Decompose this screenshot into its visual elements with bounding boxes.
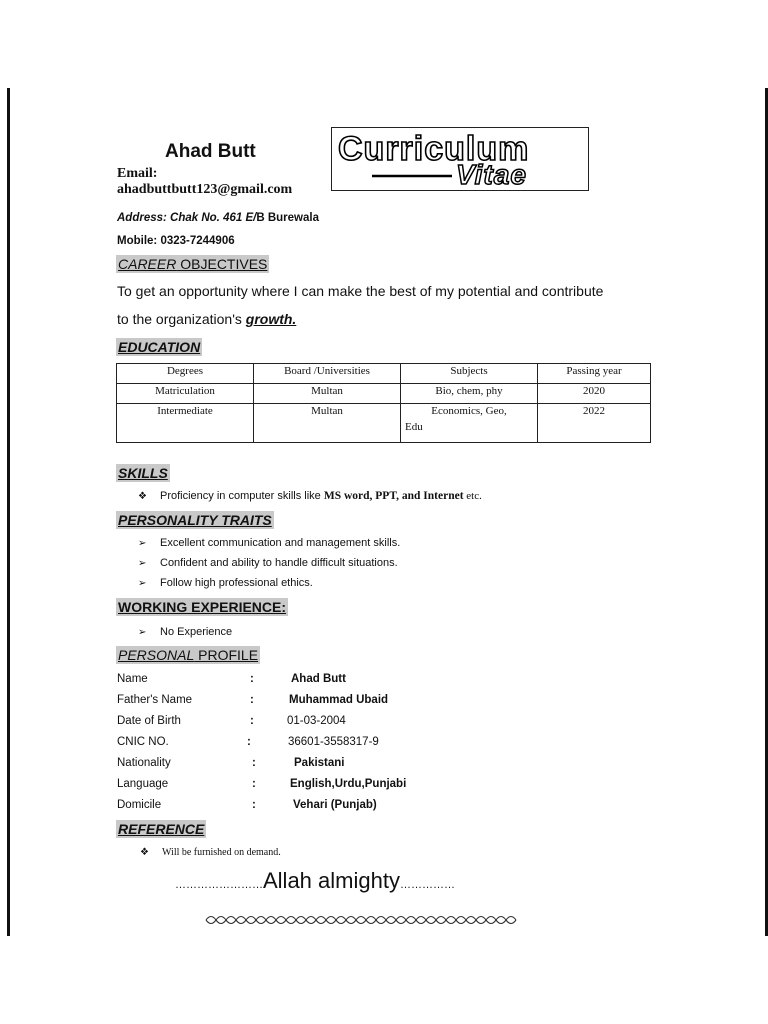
list-item [138, 557, 398, 569]
heading-part-personal: PERSONAL [118, 647, 195, 663]
table-header-row [117, 364, 651, 384]
list-item [138, 537, 400, 549]
column-header: Degrees [117, 364, 254, 384]
logo-word-curriculum: Curriculum [338, 130, 530, 168]
mobile-line: Mobile: 0323-7244906 [117, 235, 235, 247]
column-header: Subjects [401, 364, 538, 384]
profile-label-cnic: CNIC NO. [117, 736, 169, 748]
skills-heading: SKILLS [118, 465, 168, 481]
closing-line [175, 868, 455, 894]
closing-dots-left: …………………… [175, 879, 263, 891]
diamond-bullet-icon: ❖ [138, 491, 147, 502]
trait-text: Confident and ability to handle difficult situations. [160, 557, 398, 569]
decorative-ornament-border [204, 911, 518, 929]
skill-item [138, 490, 482, 502]
education-heading: EDUCATION [118, 339, 201, 355]
arrow-bullet-icon: ➢ [138, 627, 147, 638]
profile-colon: : [252, 799, 256, 811]
email-label: Email: [117, 166, 158, 181]
profile-colon: : [250, 694, 254, 706]
profile-colon: : [250, 673, 254, 685]
profile-value-language: English,Urdu,Punjabi [290, 778, 407, 790]
profile-value-cnic: 36601-3558317-9 [288, 736, 379, 748]
degree-cell: Matriculation [117, 384, 254, 404]
working-experience-heading: WORKING EXPERIENCE: [118, 599, 287, 615]
profile-label-name: Name [117, 673, 148, 685]
table-row [117, 404, 651, 443]
heading-part-objectives: OBJECTIVES [176, 256, 268, 272]
career-objectives-heading [116, 255, 269, 273]
arrow-bullet-icon: ➢ [138, 558, 147, 569]
personal-profile-heading [116, 646, 260, 664]
candidate-name: Ahad Butt [165, 141, 256, 162]
list-item [138, 626, 232, 638]
trait-text: Follow high professional ethics. [160, 577, 313, 589]
career-objective-line-1: To get an opportunity where I can make the best of my potential and contribute [117, 283, 604, 299]
logo-word-vitae: Vitae [456, 159, 527, 190]
address-line [117, 212, 319, 224]
subjects-cell [401, 404, 538, 443]
subjects-line-2: Edu [405, 421, 423, 433]
board-cell: Multan [254, 384, 401, 404]
profile-label-language: Language [117, 778, 169, 790]
arrow-bullet-icon: ➢ [138, 538, 147, 549]
arrow-bullet-icon: ➢ [138, 578, 147, 589]
address-value: B Burewala [256, 212, 319, 224]
reference-heading: REFERENCE [118, 821, 205, 837]
skill-etc: etc. [463, 490, 482, 502]
profile-value-father: Muhammad Ubaid [289, 694, 389, 706]
profile-label-domicile: Domicile [117, 799, 162, 811]
experience-text: No Experience [160, 626, 233, 638]
curriculum-vitae-logo [331, 127, 589, 191]
profile-value-domicile: Vehari (Punjab) [293, 799, 377, 811]
email-value: ahadbuttbutt123@gmail.com [117, 182, 293, 197]
closing-dots-right: …………… [399, 879, 455, 891]
board-cell: Multan [254, 404, 401, 443]
diamond-bullet-icon: ❖ [140, 847, 149, 858]
heading-part-career: CAREER [118, 256, 177, 272]
profile-label-father: Father's Name [117, 694, 193, 706]
career-objective-line-2 [117, 311, 296, 327]
career-line-2-text: to the organization's [117, 311, 246, 327]
profile-label-dob: Date of Birth [117, 715, 181, 727]
skill-tools: MS word, PPT, and Internet [323, 490, 464, 502]
year-cell: 2022 [538, 404, 651, 443]
profile-colon: : [247, 736, 251, 748]
heading-part-profile: PROFILE [194, 647, 259, 663]
profile-value-nationality: Pakistani [294, 757, 345, 769]
degree-cell: Intermediate [117, 404, 254, 443]
reference-text: Will be furnished on demand. [162, 847, 281, 858]
trait-text: Excellent communication and management skills. [160, 537, 401, 549]
skill-text: Proficiency in computer skills like [160, 490, 324, 502]
profile-value-dob: 01-03-2004 [287, 715, 346, 727]
column-header: Board /Universities [254, 364, 401, 384]
table-row [117, 384, 651, 404]
page-bottom-margin [0, 936, 768, 1024]
address-label: Address: Chak No. 461 E/ [117, 212, 257, 224]
profile-colon: : [250, 715, 254, 727]
year-cell: 2020 [538, 384, 651, 404]
profile-label-nationality: Nationality [117, 757, 171, 769]
profile-colon: : [252, 757, 256, 769]
subjects-cell: Bio, chem, phy [401, 384, 538, 404]
column-header: Passing year [538, 364, 651, 384]
page-top-margin [0, 0, 768, 88]
closing-text: Allah almighty [263, 868, 400, 893]
personality-traits-heading: PERSONALITY TRAITS [118, 512, 272, 528]
page-left-edge [7, 88, 10, 936]
profile-value-name: Ahad Butt [291, 673, 346, 685]
reference-item [140, 847, 281, 858]
education-table [116, 363, 651, 443]
profile-colon: : [252, 778, 256, 790]
subjects-line-1: Economics, Geo, [431, 405, 507, 417]
career-word-growth: growth. [245, 311, 297, 327]
list-item [138, 577, 313, 589]
